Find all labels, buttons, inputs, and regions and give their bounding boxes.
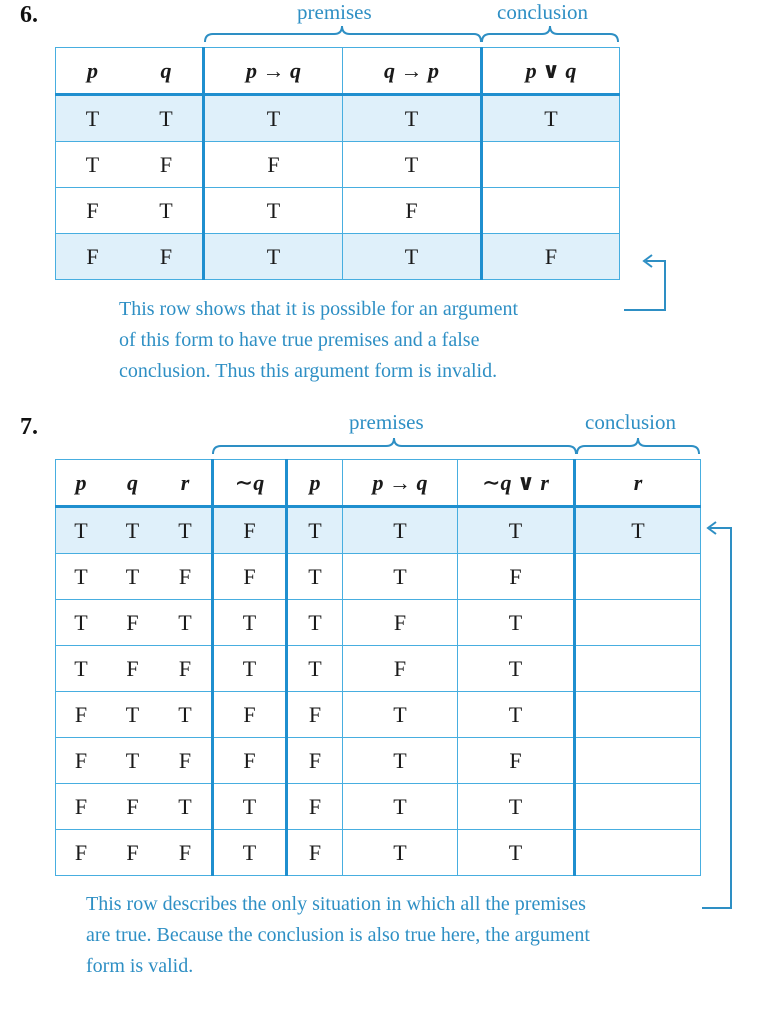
p7-conclusion-label: conclusion — [585, 410, 676, 434]
p7-cell: F — [107, 830, 159, 876]
p7-cell: T — [343, 554, 458, 600]
p7-cell: T — [159, 600, 213, 646]
p7-cell: F — [159, 554, 213, 600]
p7-cell: T — [56, 600, 107, 646]
p6-annotation-line: of this form to have true premises and a false — [119, 329, 480, 351]
p6-cell: F — [130, 234, 204, 280]
p7-cell: T — [107, 507, 159, 554]
p7-cell: F — [56, 692, 107, 738]
p6-header-p-implies-q: p → q — [204, 48, 343, 95]
p7-cell: T — [458, 507, 575, 554]
p7-cell: F — [213, 692, 287, 738]
p6-cell: T — [130, 188, 204, 234]
p7-cell: F — [287, 784, 343, 830]
p6-premises-label: premises — [297, 0, 372, 24]
p6-cell: T — [204, 234, 343, 280]
p6-cell: T — [343, 95, 482, 142]
p7-cell: T — [287, 600, 343, 646]
p7-cell: T — [575, 507, 701, 554]
p7-cell: F — [159, 646, 213, 692]
p7-cell: T — [458, 784, 575, 830]
p7-cell: F — [287, 830, 343, 876]
problem-6-number: 6. — [20, 2, 38, 28]
p7-header-not-q: ∼q — [213, 460, 287, 507]
p6-cell: F — [56, 188, 130, 234]
p7-cell: F — [287, 738, 343, 784]
p7-header-r-conclusion: r — [575, 460, 701, 507]
problem-7-number: 7. — [20, 414, 38, 440]
p7-cell: T — [56, 554, 107, 600]
p6-cell: F — [204, 142, 343, 188]
p7-cell: T — [343, 830, 458, 876]
p6-cell: T — [343, 234, 482, 280]
p6-cell: F — [482, 234, 620, 280]
p7-cell: T — [458, 692, 575, 738]
p7-cell: F — [343, 646, 458, 692]
p7-arrow — [702, 528, 731, 908]
p6-header-q: q — [130, 48, 204, 95]
p7-cell: T — [343, 507, 458, 554]
p7-cell: F — [56, 784, 107, 830]
p6-cell: F — [130, 142, 204, 188]
p6-cell: T — [130, 95, 204, 142]
p7-cell: F — [56, 830, 107, 876]
p7-premises-label: premises — [349, 410, 424, 434]
p7-cell: T — [458, 646, 575, 692]
p7-cell: T — [458, 600, 575, 646]
p7-cell: T — [287, 507, 343, 554]
p7-cell: T — [159, 692, 213, 738]
p6-cell: T — [482, 95, 620, 142]
p7-cell: F — [107, 600, 159, 646]
p6-header-q-implies-p: q → p — [343, 48, 482, 95]
p6-cell: T — [56, 95, 130, 142]
p7-cell: T — [107, 692, 159, 738]
p7-conclusion-brace — [577, 438, 699, 454]
p7-cell: T — [56, 507, 107, 554]
p7-cell: T — [343, 784, 458, 830]
p7-cell: F — [213, 507, 287, 554]
p6-cell: F — [343, 188, 482, 234]
p6-conclusion-brace — [482, 26, 618, 42]
p6-cell: F — [56, 234, 130, 280]
p7-cell: F — [458, 554, 575, 600]
p7-cell: F — [213, 738, 287, 784]
p7-cell: T — [213, 646, 287, 692]
p7-header-p: p — [56, 460, 107, 507]
p7-cell: T — [287, 554, 343, 600]
p6-annotation-line: conclusion. Thus this argument form is invalid. — [119, 360, 498, 382]
p7-cell: F — [458, 738, 575, 784]
p7-cell: F — [343, 600, 458, 646]
p6-cell: T — [343, 142, 482, 188]
p6-cell: T — [204, 95, 343, 142]
p6-annotation-line: This row shows that it is possible for an argument — [119, 298, 519, 320]
p7-cell: T — [107, 554, 159, 600]
p7-cell: T — [458, 830, 575, 876]
p7-annotation-line: form is valid. — [86, 955, 194, 977]
p7-premises-brace — [213, 438, 576, 454]
p7-cell: T — [343, 738, 458, 784]
p7-cell: F — [159, 738, 213, 784]
p7-cell: T — [343, 692, 458, 738]
p6-header-p: p — [56, 48, 130, 95]
p7-header-p-implies-q: p → q — [343, 460, 458, 507]
p7-header-q: q — [107, 460, 159, 507]
p7-cell: T — [107, 738, 159, 784]
p6-arrow — [624, 261, 665, 310]
p7-header-p-premise: p — [287, 460, 343, 507]
p7-header-r: r — [159, 460, 213, 507]
p6-header-p-or-q: p ∨ q — [482, 48, 620, 95]
p7-cell: T — [287, 646, 343, 692]
p7-cell: F — [159, 830, 213, 876]
p7-cell: T — [159, 507, 213, 554]
p7-cell: T — [213, 830, 287, 876]
p7-header-not-q-or-r: ∼q ∨ r — [458, 460, 575, 507]
p7-cell: F — [213, 554, 287, 600]
p6-premises-brace — [205, 26, 481, 42]
p7-cell: T — [159, 784, 213, 830]
p7-cell: T — [213, 600, 287, 646]
p7-cell: F — [287, 692, 343, 738]
p7-cell: F — [107, 646, 159, 692]
p7-annotation-line: This row describes the only situation in which all the premises — [86, 893, 586, 915]
p7-cell: T — [56, 646, 107, 692]
p6-conclusion-label: conclusion — [497, 0, 588, 24]
p7-cell: F — [56, 738, 107, 784]
p6-cell: T — [56, 142, 130, 188]
p7-cell: F — [107, 784, 159, 830]
p7-annotation-line: are true. Because the conclusion is also true here, the argument — [86, 924, 590, 946]
p7-cell: T — [213, 784, 287, 830]
p6-cell: T — [204, 188, 343, 234]
